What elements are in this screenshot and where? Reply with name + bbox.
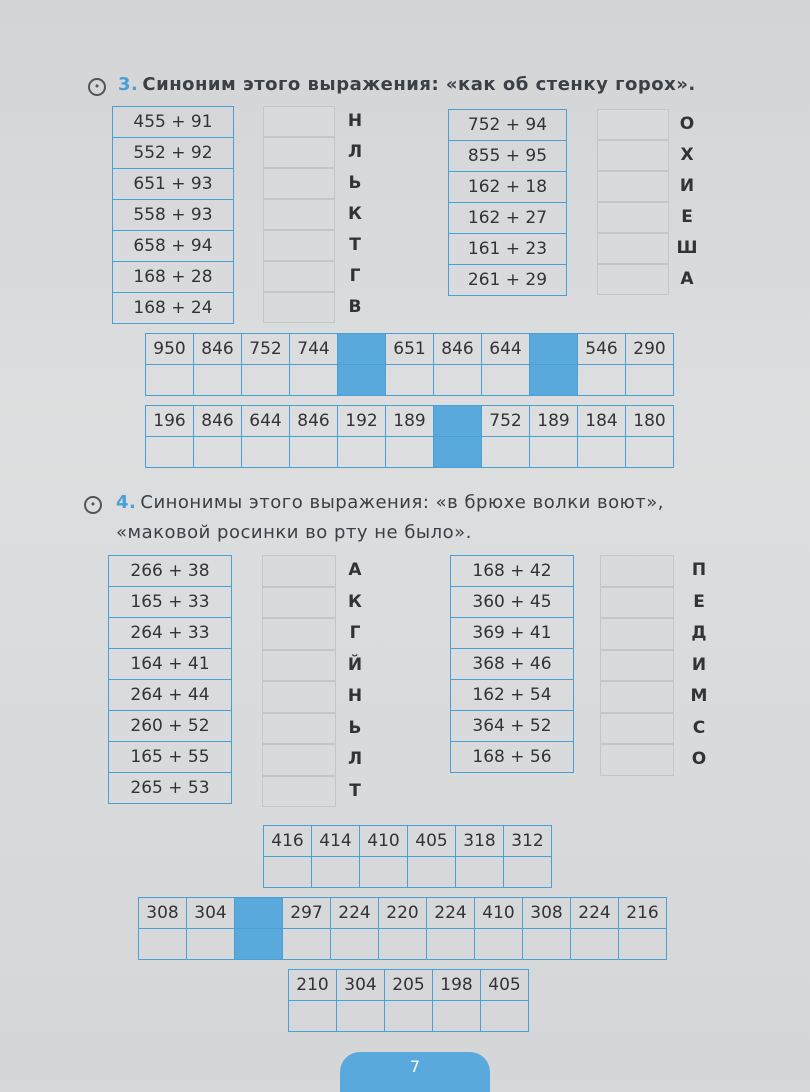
expression-cell: 266 + 38 [109,556,232,587]
code-number-cell: 405 [408,826,456,857]
expression-cell: 168 + 56 [451,742,574,773]
letter-answer-cell[interactable] [242,365,290,396]
task4-title: 4. Синонимы этого выражения: «в брюхе волки воют», [116,492,664,513]
cipher-letter: Т [349,235,361,255]
code-number-cell: 198 [433,970,481,1001]
answer-box[interactable] [262,650,336,682]
expression-cell: 752 + 94 [449,110,567,141]
letter-answer-cell[interactable] [475,929,523,960]
code-number-cell: 192 [338,406,386,437]
letter-answer-cell[interactable] [312,857,360,888]
expression-cell: 368 + 46 [451,649,574,680]
expression-cell: 165 + 33 [109,587,232,618]
task3-code-grid-2 [145,405,674,468]
task4-code-grid-1 [263,825,552,888]
letter-answer-cell[interactable] [504,857,552,888]
answer-box[interactable] [600,555,674,587]
expression-cell: 260 + 52 [109,711,232,742]
code-number-cell: 184 [578,406,626,437]
space-cell [530,365,578,396]
code-number-cell: 416 [264,826,312,857]
expression-cell: 265 + 53 [109,773,232,804]
cipher-letter: Е [693,591,705,612]
space-cell [434,406,482,437]
letter-answer-cell[interactable] [427,929,475,960]
answer-box[interactable] [262,713,336,745]
expression-cell: 162 + 27 [449,203,567,234]
expression-cell: 455 + 91 [113,107,234,138]
expression-cell: 651 + 93 [113,169,234,200]
task4-title-line2: «маковой росинки во рту не было». [116,522,472,543]
cipher-letter: М [690,686,708,706]
answer-box[interactable] [262,555,336,587]
letter-answer-cell[interactable] [434,365,482,396]
task4-left-expressions [108,555,232,804]
answer-box[interactable] [262,776,336,808]
code-number-cell: 297 [283,898,331,929]
cipher-letter: А [348,560,362,580]
answer-box[interactable] [600,650,674,682]
task-marker-icon: • [84,496,102,514]
letter-answer-cell[interactable] [482,437,530,468]
code-number-cell: 224 [427,898,475,929]
task3-left-answers [263,106,335,323]
cipher-letter: Д [691,623,707,643]
space-cell [434,437,482,468]
code-number-cell: 405 [481,970,529,1001]
answer-box[interactable] [597,171,669,202]
cipher-letter: Л [347,142,363,162]
page-number-tab: 7 [340,1052,490,1092]
answer-box[interactable] [600,744,674,776]
code-number-cell: 651 [386,334,434,365]
code-number-cell: 752 [242,334,290,365]
expression-cell: 165 + 55 [109,742,232,773]
expression-cell: 360 + 45 [451,587,574,618]
letter-answer-cell[interactable] [194,437,242,468]
expression-cell: 168 + 28 [113,262,234,293]
task3-title: 3. Синоним этого выражения: «как об стенку горох». [118,74,696,95]
cipher-letter: И [679,176,695,196]
expression-cell: 552 + 92 [113,138,234,169]
code-number-cell: 410 [360,826,408,857]
cipher-letter: О [691,749,707,769]
letter-answer-cell[interactable] [264,857,312,888]
code-number-cell: 312 [504,826,552,857]
letter-answer-cell[interactable] [283,929,331,960]
letter-answer-cell[interactable] [289,1001,337,1032]
letter-answer-cell[interactable] [337,1001,385,1032]
expression-cell: 855 + 95 [449,141,567,172]
expression-cell: 261 + 29 [449,265,567,296]
code-number-cell: 290 [626,334,674,365]
cipher-letter: Ь [348,173,362,193]
expression-cell: 264 + 33 [109,618,232,649]
answer-box[interactable] [262,681,336,713]
letter-answer-cell[interactable] [530,437,578,468]
answer-box[interactable] [262,618,336,650]
answer-box[interactable] [600,587,674,619]
code-number-cell: 752 [482,406,530,437]
letter-answer-cell[interactable] [433,1001,481,1032]
code-number-cell: 410 [475,898,523,929]
answer-box[interactable] [263,137,335,168]
letter-answer-cell[interactable] [385,1001,433,1032]
task-marker-icon: • [88,78,106,96]
letter-answer-cell[interactable] [139,929,187,960]
code-number-cell: 224 [571,898,619,929]
space-cell [530,334,578,365]
cipher-letter: С [692,717,706,738]
cipher-letter: Х [680,145,694,165]
space-cell [235,898,283,929]
answer-box[interactable] [600,618,674,650]
answer-box[interactable] [597,202,669,233]
answer-box[interactable] [263,292,335,323]
task4-right-expressions [450,555,574,773]
letter-answer-cell[interactable] [578,365,626,396]
letter-answer-cell[interactable] [146,437,194,468]
task4-right-letters [684,555,714,776]
cipher-letter: Н [347,111,363,131]
space-cell [338,365,386,396]
code-number-cell: 304 [337,970,385,1001]
task3-right-letters [672,109,702,295]
task3-code-grid-1 [145,333,674,396]
cipher-letter: П [691,560,707,580]
letter-answer-cell[interactable] [331,929,379,960]
task4-code-grid-2 [138,897,667,960]
code-number-cell: 189 [386,406,434,437]
task4-right-answers [600,555,674,776]
space-cell [338,334,386,365]
code-number-cell: 210 [289,970,337,1001]
answer-box[interactable] [263,261,335,292]
letter-answer-cell[interactable] [146,365,194,396]
letter-answer-cell[interactable] [619,929,667,960]
code-number-cell: 744 [290,334,338,365]
letter-answer-cell[interactable] [379,929,427,960]
answer-box[interactable] [597,264,669,295]
expression-cell: 658 + 94 [113,231,234,262]
cipher-letter: О [679,114,695,134]
letter-answer-cell[interactable] [482,365,530,396]
code-number-cell: 180 [626,406,674,437]
expression-cell: 164 + 41 [109,649,232,680]
expression-cell: 161 + 23 [449,234,567,265]
letter-answer-cell[interactable] [578,437,626,468]
cipher-letter: Н [347,686,363,706]
letter-answer-cell[interactable] [571,929,619,960]
letter-answer-cell[interactable] [194,365,242,396]
cipher-letter: Й [347,654,363,675]
cipher-letter: В [348,297,362,317]
code-number-cell: 414 [312,826,360,857]
letter-answer-cell[interactable] [360,857,408,888]
letter-answer-cell[interactable] [338,437,386,468]
code-number-cell: 318 [456,826,504,857]
space-cell [235,929,283,960]
expression-cell: 168 + 24 [113,293,234,324]
code-number-cell: 196 [146,406,194,437]
cipher-letter: Ь [348,717,362,738]
expression-cell: 162 + 54 [451,680,574,711]
code-number-cell: 950 [146,334,194,365]
code-number-cell: 224 [331,898,379,929]
task3-left-letters [340,106,370,323]
letter-answer-cell[interactable] [290,437,338,468]
answer-box[interactable] [600,681,674,713]
answer-box[interactable] [262,587,336,619]
code-number-cell: 546 [578,334,626,365]
code-number-cell: 846 [194,406,242,437]
expression-cell: 364 + 52 [451,711,574,742]
cipher-letter: Т [349,780,361,801]
code-number-cell: 220 [379,898,427,929]
cipher-letter: К [348,591,362,612]
code-number-cell: 304 [187,898,235,929]
letter-answer-cell[interactable] [187,929,235,960]
code-number-cell: 846 [434,334,482,365]
answer-box[interactable] [597,233,669,264]
code-number-cell: 308 [523,898,571,929]
letter-answer-cell[interactable] [481,1001,529,1032]
expression-cell: 168 + 42 [451,556,574,587]
answer-box[interactable] [263,230,335,261]
letter-answer-cell[interactable] [456,857,504,888]
answer-box[interactable] [600,713,674,745]
letter-answer-cell[interactable] [626,365,674,396]
task4-left-letters [340,555,370,807]
cipher-letter: Л [347,749,363,769]
task3-right-expressions [448,109,567,296]
code-number-cell: 644 [242,406,290,437]
answer-box[interactable] [263,168,335,199]
code-number-cell: 846 [194,334,242,365]
letter-answer-cell[interactable] [386,365,434,396]
letter-answer-cell[interactable] [386,437,434,468]
answer-box[interactable] [262,744,336,776]
letter-answer-cell[interactable] [290,365,338,396]
cipher-letter: И [691,654,707,675]
answer-box[interactable] [597,140,669,171]
letter-answer-cell[interactable] [408,857,456,888]
cipher-letter: К [348,204,362,224]
cipher-letter: Г [349,623,361,643]
answer-box[interactable] [263,106,335,137]
code-number-cell: 189 [530,406,578,437]
cipher-letter: Е [681,207,693,227]
code-number-cell: 846 [290,406,338,437]
answer-box[interactable] [597,109,669,140]
code-number-cell: 216 [619,898,667,929]
letter-answer-cell[interactable] [242,437,290,468]
letter-answer-cell[interactable] [523,929,571,960]
code-number-cell: 308 [139,898,187,929]
cipher-letter: Г [349,266,361,286]
expression-cell: 264 + 44 [109,680,232,711]
code-number-cell: 644 [482,334,530,365]
expression-cell: 558 + 93 [113,200,234,231]
cipher-letter: Ш [676,238,698,258]
cipher-letter: А [680,269,694,289]
letter-answer-cell[interactable] [626,437,674,468]
expression-cell: 369 + 41 [451,618,574,649]
task3-left-expressions [112,106,234,324]
task4-code-grid-3 [288,969,529,1032]
task3-right-answers [597,109,669,295]
task4-left-answers [262,555,336,807]
code-number-cell: 205 [385,970,433,1001]
answer-box[interactable] [263,199,335,230]
expression-cell: 162 + 18 [449,172,567,203]
